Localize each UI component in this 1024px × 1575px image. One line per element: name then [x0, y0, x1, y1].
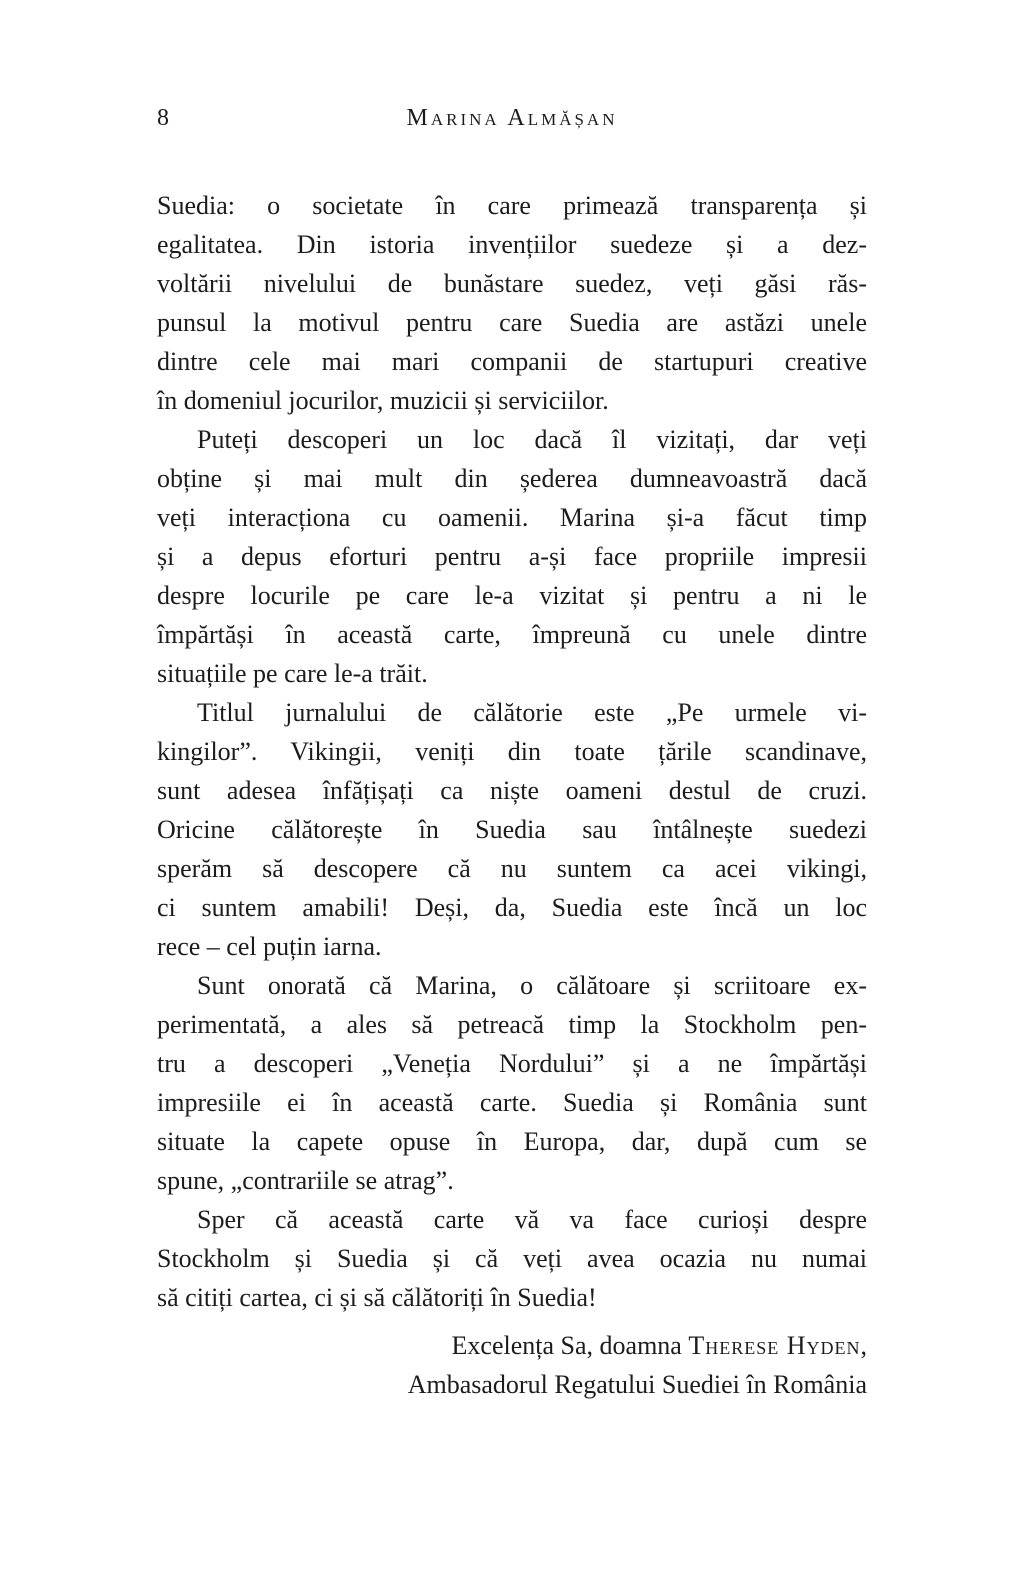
- text-line: despre locurile pe care le-a vizitat și pentru a ni le: [157, 581, 867, 610]
- text-line: impresiile ei în această carte. Suedia și România sunt: [157, 1088, 867, 1117]
- paragraph-container: [157, 186, 867, 1317]
- text-line: sunt adesea înfățișați ca niște oameni destul de cruzi.: [157, 776, 867, 805]
- page-number: 8: [157, 105, 169, 131]
- paragraph: [157, 693, 867, 966]
- text-line: Sper că această carte vă va face curioși despre: [197, 1205, 867, 1234]
- text-line: perimentată, a ales să petreacă timp la Stockholm pen-: [157, 1010, 867, 1039]
- text-line: tru a descoperi „Veneția Nordului” și a ne împărtăși: [157, 1049, 867, 1078]
- text-line: Oricine călătorește în Suedia sau întâlnește suedezi: [157, 815, 867, 844]
- signature-suffix-text: ,: [860, 1331, 867, 1360]
- body-text: [157, 186, 867, 1404]
- signature-line-2: Ambasadorul Regatului Suediei în România: [407, 1370, 867, 1399]
- text-line: kingilor”. Vikingii, veniți din toate țările scandinave,: [157, 737, 867, 766]
- signature-pre-text: Excelența Sa, doamna: [451, 1331, 689, 1360]
- signature-line-1: [157, 1326, 867, 1365]
- text-line: rece – cel puțin iarna.: [157, 932, 382, 961]
- text-line: voltării nivelului de bunăstare suedez, veți găsi răs-: [157, 269, 867, 298]
- text-line: spune, „contrariile se atrag”.: [157, 1166, 454, 1195]
- signature-block: [157, 1326, 867, 1404]
- text-line: veți interacționa cu oamenii. Marina și-a făcut timp: [157, 503, 867, 532]
- text-line: să citiți cartea, ci și să călătoriți în Suedia!: [157, 1283, 597, 1312]
- text-line: și a depus eforturi pentru a-și face propriile impresii: [157, 542, 867, 571]
- text-line: Suedia: o societate în care primează transparența și: [157, 191, 867, 220]
- text-line: în domeniul jocurilor, muzicii și serviciilor.: [157, 386, 609, 415]
- ambassador-name: Therese Hyden: [688, 1331, 861, 1360]
- text-line: împărtăși în această carte, împreună cu unele dintre: [157, 620, 867, 649]
- text-line: egalitatea. Din istoria invențiilor suedeze și a dez-: [157, 230, 867, 259]
- text-line: Puteți descoperi un loc dacă îl vizitați, dar veți: [197, 425, 867, 454]
- paragraph: [157, 420, 867, 693]
- paragraph: [157, 186, 867, 420]
- running-title: Marina Almășan: [406, 105, 618, 131]
- text-line: situațiile pe care le-a trăit.: [157, 659, 428, 688]
- text-line: situate la capete opuse în Europa, dar, după cum se: [157, 1127, 867, 1156]
- text-line: punsul la motivul pentru care Suedia are astăzi unele: [157, 308, 867, 337]
- text-line: Sunt onorată că Marina, o călătoare și scriitoare ex-: [197, 971, 867, 1000]
- text-line: Stockholm și Suedia și că veți avea ocazia nu numai: [157, 1244, 867, 1273]
- text-line: sperăm să descopere că nu suntem ca acei vikingi,: [157, 854, 867, 883]
- text-line: ci suntem amabili! Deși, da, Suedia este încă un loc: [157, 893, 867, 922]
- paragraph: [157, 966, 867, 1200]
- text-line: Titlul jurnalului de călătorie este „Pe urmele vi-: [197, 698, 867, 727]
- text-line: obține și mai mult din șederea dumneavoastră dacă: [157, 464, 867, 493]
- page-header: [157, 100, 867, 136]
- paragraph: [157, 1200, 867, 1317]
- text-line: dintre cele mai mari companii de startupuri creative: [157, 347, 867, 376]
